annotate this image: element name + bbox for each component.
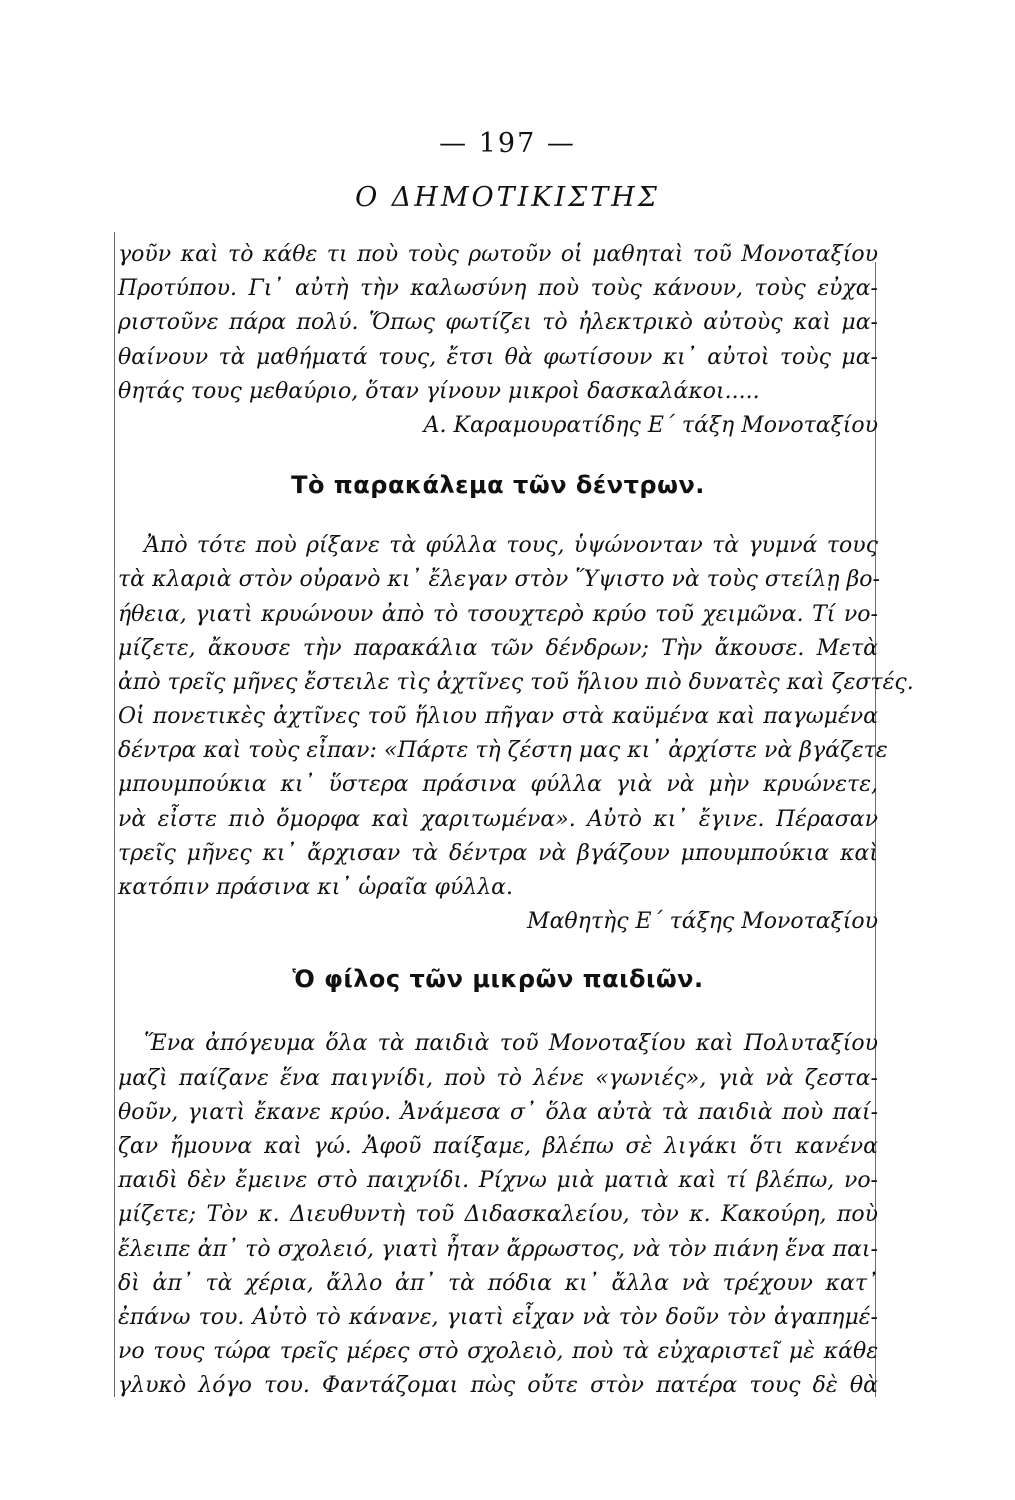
- section-heading: Ὁ φίλος τῶν μικρῶν παιδιῶν.: [292, 965, 704, 994]
- text-line: ζαν ἤμουνα καὶ γώ. Ἀφοῦ παίξαμε, βλέπω σὲ λιγάκι ὅτι κανένα: [118, 1133, 878, 1159]
- running-title: Ο ΔΗΜΟΤΙΚΙΣΤΗΣ: [355, 182, 660, 213]
- text-line: ἀπὸ τρεῖς μῆνες ἔστειλε τὶς ἀχτῖνες τοῦ ἥλιου πιὸ δυνατὲς καὶ ζεστές.: [118, 669, 914, 695]
- text-line: Ἀπὸ τότε ποὺ ρίξανε τὰ φύλλα τους, ὑψώνονταν τὰ γυμνά τους: [144, 533, 878, 559]
- text-line: ἔλειπε ἀπ᾽ τὸ σχολειό, γιατὶ ἦταν ἄρρωστος, νὰ τὸν πιάνη ἕνα παι-: [118, 1236, 878, 1262]
- paragraph-continuation: [118, 238, 878, 443]
- text-line: Οἱ πονετικὲς ἀχτῖνες τοῦ ἥλιου πῆγαν στὰ καϋμένα καὶ παγωμένα: [118, 704, 878, 730]
- paragraph: [118, 529, 914, 939]
- text-line: ριστοῦνε πάρα πολύ. Ὅπως φωτίζει τὸ ἠλεκτρικὸ αὐτοὺς καὶ μα-: [118, 310, 878, 336]
- text-line: θητάς τους μεθαύριο, ὅταν γίνουν μικροὶ δασκαλάκοι.....: [118, 378, 760, 404]
- text-line: δέντρα καὶ τοὺς εἶπαν: «Πάρτε τὴ ζέστη μας κι᾽ ἀρχίστε νὰ βγάζετε: [118, 738, 888, 764]
- author-signature: Μαθητὴς Ε΄ τάξης Μονοταξίου: [527, 909, 878, 935]
- author-signature: Α. Καραμουρατίδης Ε΄ τάξη Μονοταξίου: [423, 412, 878, 438]
- text-line: μπουμπούκια κι᾽ ὕστερα πράσινα φύλλα γιὰ νὰ μὴν κρυώνετε,: [118, 772, 878, 798]
- text-line: τρεῖς μῆνες κι᾽ ἄρχισαν τὰ δέντρα νὰ βγάζουν μπουμπούκια καὶ: [118, 840, 878, 866]
- text-line: δὶ ἀπ᾽ τὰ χέρια, ἄλλο ἀπ᾽ τὰ πόδια κι᾽ ἄλλα νὰ τρέχουν κατ᾽: [118, 1270, 878, 1296]
- text-line: γλυκὸ λόγο του. Φαντάζομαι πὼς οὔτε στὸν πατέρα τους δὲ θὰ: [118, 1373, 878, 1399]
- text-line: τὰ κλαριὰ στὸν οὐρανὸ κι᾽ ἔλεγαν στὸν Ὕψιστο νὰ τοὺς στείλῃ βο-: [118, 567, 880, 593]
- text-line: Ἕνα ἀπόγευμα ὅλα τὰ παιδιὰ τοῦ Μονοταξίου καὶ Πολυταξίου: [144, 1031, 878, 1057]
- left-margin-rule: [114, 232, 115, 1397]
- body-text: [118, 238, 914, 1403]
- text-line: ἐπάνω του. Αὐτὸ τὸ κάνανε, γιατὶ εἶχαν νὰ τὸν δοῦν τὸν ἀγαπημέ-: [118, 1304, 878, 1330]
- text-line: μαζὶ παίζανε ἕνα παιγνίδι, ποὺ τὸ λένε «γωνιές», γιὰ νὰ ζεστα-: [118, 1065, 878, 1091]
- text-line: Προτύπου. Γι᾽ αὐτὴ τὴν καλωσύνη ποὺ τοὺς κάνουν, τοὺς εὐχα-: [118, 276, 878, 302]
- text-line: νο τους τώρα τρεῖς μέρες στὸ σχολειὸ, ποὺ τὰ εὐχαριστεῖ μὲ κάθε: [118, 1339, 878, 1365]
- text-line: μίζετε, ἄκουσε τὴν παρακάλια τῶν δένδρων; Τὴν ἄκουσε. Μετὰ: [118, 635, 878, 661]
- section-heading: Τὸ παρακάλεμα τῶν δέντρων.: [291, 471, 705, 500]
- text-line: θαίνουν τὰ μαθήματά τους, ἔτσι θὰ φωτίσουν κι᾽ αὐτοὶ τοὺς μα-: [118, 344, 878, 370]
- page-number: — 197 —: [439, 128, 576, 159]
- text-line: θοῦν, γιατὶ ἔκανε κρύο. Ἀνάμεσα σ᾽ ὅλα αὐτὰ τὰ παιδιὰ ποὺ παί-: [118, 1099, 878, 1125]
- text-line: κατόπιν πράσινα κι᾽ ὡραῖα φύλλα.: [118, 875, 514, 900]
- text-line: μίζετε; Τὸν κ. Διευθυντὴ τοῦ Διδασκαλείου, τὸν κ. Κακούρη, ποὺ: [118, 1202, 878, 1228]
- text-line: γοῦν καὶ τὸ κάθε τι ποὺ τοὺς ρωτοῦν οἱ μαθηταὶ τοῦ Μονοταξίου: [118, 242, 878, 267]
- text-line: νὰ εἶστε πιὸ ὄμορφα καὶ χαριτωμένα». Αὐτὸ κι᾽ ἔγινε. Πέρασαν: [118, 806, 878, 832]
- text-line: παιδὶ δὲν ἔμεινε στὸ παιχνίδι. Ρίχνω μιὰ ματιὰ καὶ τί βλέπω, νο-: [118, 1168, 878, 1194]
- paragraph: [118, 1027, 878, 1403]
- text-line: ήθεια, γιατὶ κρυώνουν ἀπὸ τὸ τσουχτερὸ κρύο τοῦ χειμῶνα. Τί νο-: [118, 601, 878, 627]
